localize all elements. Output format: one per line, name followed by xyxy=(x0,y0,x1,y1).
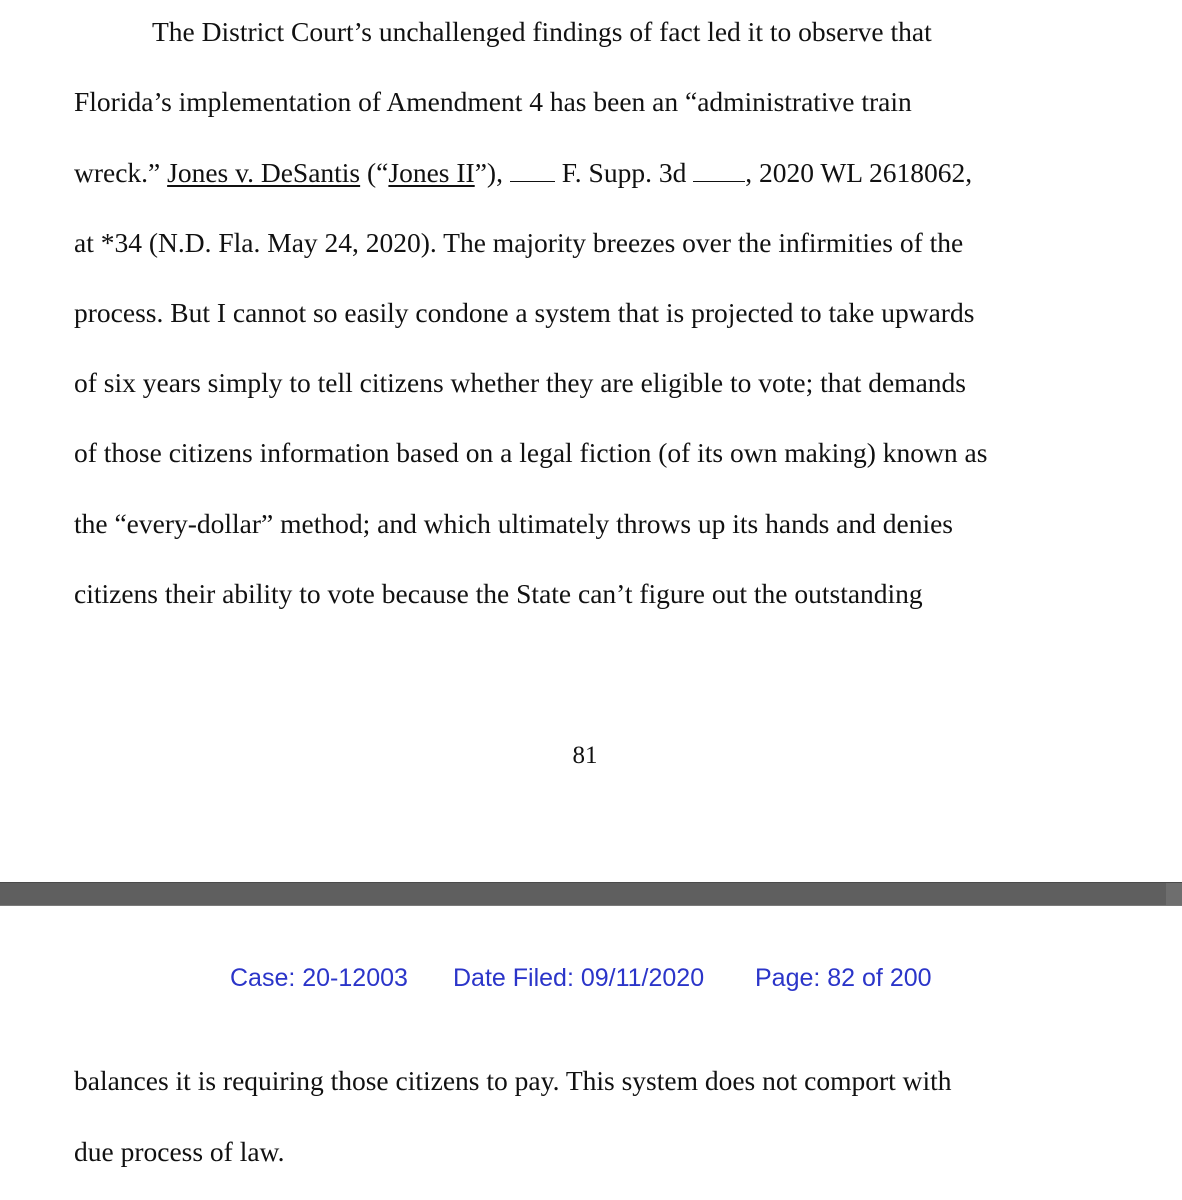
paragraph-line-5: process. But I cannot so easily condone a system that is projected to take upwards xyxy=(74,297,975,328)
paragraph-line-11: due process of law. xyxy=(74,1136,285,1167)
scroll-edge xyxy=(1166,883,1182,905)
citation-mid-1: (“ xyxy=(360,157,389,188)
paragraph-line-1: The District Court’s unchallenged findings of fact led it to observe that xyxy=(152,16,932,47)
paragraph-line-9: citizens their ability to vote because the State can’t figure out the outstanding xyxy=(74,578,923,609)
page-divider xyxy=(0,882,1182,906)
paragraph-line-4: at *34 (N.D. Fla. May 24, 2020). The majority breezes over the infirmities of the xyxy=(74,227,964,258)
volume-blank xyxy=(510,159,555,182)
paragraph-line-8: the “every-dollar” method; and which ultimately throws up its hands and denies xyxy=(74,508,954,539)
case-header xyxy=(0,958,1182,998)
page-count: Page: 82 of 200 xyxy=(755,964,932,992)
date-filed: Date Filed: 09/11/2020 xyxy=(453,964,705,992)
paragraph-line-7: of those citizens information based on a legal fiction (of its own making) known as xyxy=(74,437,988,468)
paragraph-line-2: Florida’s implementation of Amendment 4 has been an “administrative train xyxy=(74,86,912,117)
citation-pre: wreck.” xyxy=(74,157,168,188)
page-blank xyxy=(693,159,745,182)
citation-mid-3: F. Supp. 3d xyxy=(554,157,694,188)
page-number: 81 xyxy=(572,742,598,769)
case-number: Case: 20-12003 xyxy=(230,964,408,992)
paragraph-line-3 xyxy=(74,155,972,191)
paragraph-line-10: balances it is requiring those citizens to pay. This system does not comport with xyxy=(74,1065,952,1096)
citation-post: , 2020 WL 2618062, xyxy=(745,157,973,188)
paragraph-line-6: of six years simply to tell citizens whether they are eligible to vote; that demands xyxy=(74,367,966,398)
short-name-jones-ii: Jones II xyxy=(388,157,475,188)
citation-mid-2: ”), xyxy=(474,157,510,188)
case-name-jones-v-desantis: Jones v. DeSantis xyxy=(167,157,361,188)
